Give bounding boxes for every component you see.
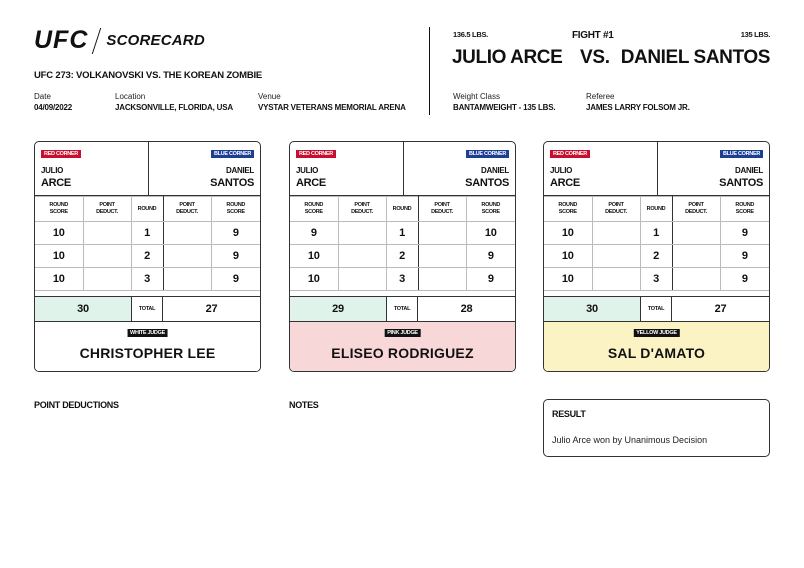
- red-point-deduct-header: POINT DEDUCT.: [338, 197, 386, 222]
- blue-corner-badge: BLUE CORNER: [211, 150, 254, 158]
- round-number: 3: [640, 268, 672, 291]
- blue-round-score: 9: [466, 245, 515, 268]
- result-title: RESULT: [552, 409, 586, 419]
- judge-scorecard-3: [543, 141, 770, 372]
- judge-title-badge: WHITE JUDGE: [127, 329, 168, 337]
- table-header-row: [544, 197, 769, 222]
- total-row: [544, 296, 769, 322]
- red-total-score: 29: [290, 297, 386, 321]
- table-row: [35, 245, 260, 268]
- blue-point-deduct: [418, 245, 466, 268]
- blue-fighter-name: DANIEL SANTOS: [620, 47, 770, 68]
- blue-first-name: DANIEL: [226, 166, 254, 175]
- blue-round-score: 10: [466, 222, 515, 245]
- red-corner-badge: RED CORNER: [41, 150, 81, 158]
- total-label: TOTAL: [640, 297, 672, 321]
- table-header-row: [290, 197, 515, 222]
- red-round-score-header: ROUND SCORE: [544, 197, 592, 222]
- blue-first-name: DANIEL: [481, 166, 509, 175]
- judge-scorecard-2: [289, 141, 516, 372]
- blue-last-name: SANTOS: [210, 177, 254, 189]
- blue-point-deduct: [163, 222, 211, 245]
- red-point-deduct: [83, 222, 131, 245]
- judge-name: SAL D'AMATO: [607, 345, 706, 361]
- blue-round-score: 9: [720, 245, 769, 268]
- red-first-name: JULIO: [550, 166, 573, 175]
- blue-weight: 135 LBS.: [740, 30, 770, 39]
- total-row: [290, 296, 515, 322]
- judge-scorecard-1: [34, 141, 261, 372]
- judge-footer: [35, 322, 260, 372]
- red-point-deduct: [338, 222, 386, 245]
- event-name: UFC 273: VOLKANOVSKI VS. THE KOREAN ZOMBIE: [34, 70, 263, 81]
- weight-class-value: BANTAMWEIGHT - 135 LBS.: [453, 103, 556, 112]
- blue-point-deduct: [163, 245, 211, 268]
- weight-class-label: Weight Class: [453, 92, 500, 101]
- red-corner-badge: RED CORNER: [550, 150, 590, 158]
- blue-first-name: DANIEL: [735, 166, 763, 175]
- point-deductions-title: POINT DEDUCTIONS: [34, 400, 119, 410]
- red-round-score: 10: [35, 268, 83, 291]
- red-round-score: 10: [35, 222, 83, 245]
- table-row: [35, 222, 260, 245]
- blue-last-name: SANTOS: [719, 177, 763, 189]
- red-point-deduct-header: POINT DEDUCT.: [592, 197, 640, 222]
- notes-title: NOTES: [289, 400, 319, 410]
- result-box: [543, 399, 770, 457]
- red-total-score: 30: [544, 297, 640, 321]
- red-point-deduct: [592, 268, 640, 291]
- blue-point-deduct-header: POINT DEDUCT.: [672, 197, 720, 222]
- result-text: Julio Arce won by Unanimous Decision: [552, 435, 708, 445]
- red-round-score-header: ROUND SCORE: [35, 197, 83, 222]
- table-row: [35, 268, 260, 291]
- blue-total-score: 27: [205, 303, 218, 315]
- blue-point-deduct: [163, 268, 211, 291]
- location-value: JACKSONVILLE, FLORIDA, USA: [115, 103, 233, 112]
- judge-footer: [290, 322, 515, 372]
- red-round-score: 10: [290, 245, 338, 268]
- corner-divider: [403, 142, 404, 196]
- table-row: [290, 268, 515, 291]
- red-round-score-header: ROUND SCORE: [290, 197, 338, 222]
- red-total-score: 30: [35, 297, 131, 321]
- red-last-name: ARCE: [550, 177, 580, 189]
- round-header: ROUND: [131, 197, 163, 222]
- judge-title-badge: YELLOW JUDGE: [633, 329, 679, 337]
- blue-point-deduct: [418, 268, 466, 291]
- round-number: 1: [640, 222, 672, 245]
- judge-title-badge: PINK JUDGE: [384, 329, 421, 337]
- red-corner-badge: RED CORNER: [296, 150, 336, 158]
- blue-round-score: 9: [720, 222, 769, 245]
- ufc-logo: [34, 26, 205, 55]
- blue-round-score-header: ROUND SCORE: [720, 197, 769, 222]
- doc-title: SCORECARD: [106, 32, 205, 49]
- venue-value: VYSTAR VETERANS MEMORIAL ARENA: [258, 103, 406, 112]
- judge-name: CHRISTOPHER LEE: [79, 345, 216, 361]
- red-round-score: 10: [544, 222, 592, 245]
- vs-label: VS.: [580, 47, 610, 68]
- red-point-deduct-header: POINT DEDUCT.: [83, 197, 131, 222]
- round-number: 2: [640, 245, 672, 268]
- card-header: [35, 142, 260, 196]
- logo-slash-divider: [92, 28, 101, 54]
- blue-round-score: 9: [211, 268, 260, 291]
- round-number: 2: [386, 245, 418, 268]
- corner-divider: [657, 142, 658, 196]
- red-point-deduct: [592, 222, 640, 245]
- location-label: Location: [115, 92, 146, 101]
- blue-last-name: SANTOS: [465, 177, 509, 189]
- red-round-score: 10: [544, 245, 592, 268]
- red-weight: 136.5 LBS.: [453, 30, 488, 39]
- total-row: [35, 296, 260, 322]
- venue-label: Venue: [258, 92, 281, 101]
- blue-corner-badge: BLUE CORNER: [466, 150, 509, 158]
- round-header: ROUND: [640, 197, 672, 222]
- red-round-score: 9: [290, 222, 338, 245]
- round-scores-table: [544, 196, 769, 291]
- red-fighter-name: JULIO ARCE: [452, 47, 563, 68]
- red-point-deduct: [83, 268, 131, 291]
- fight-number: FIGHT #1: [572, 30, 614, 41]
- blue-round-score-header: ROUND SCORE: [466, 197, 515, 222]
- round-header: ROUND: [386, 197, 418, 222]
- table-row: [544, 245, 769, 268]
- header-divider: [429, 27, 430, 115]
- blue-point-deduct: [672, 268, 720, 291]
- round-scores-table: [290, 196, 515, 291]
- round-number: 3: [131, 268, 163, 291]
- corner-divider: [148, 142, 149, 196]
- table-header-row: [35, 197, 260, 222]
- date-value: 04/09/2022: [34, 103, 73, 112]
- red-first-name: JULIO: [41, 166, 64, 175]
- round-number: 1: [131, 222, 163, 245]
- red-round-score: 10: [290, 268, 338, 291]
- referee-label: Referee: [586, 92, 615, 101]
- blue-round-score: 9: [211, 245, 260, 268]
- round-scores-table: [35, 196, 260, 291]
- table-row: [290, 245, 515, 268]
- blue-total-score: 27: [714, 303, 727, 315]
- blue-point-deduct-header: POINT DEDUCT.: [418, 197, 466, 222]
- total-label: TOTAL: [131, 297, 163, 321]
- table-row: [544, 268, 769, 291]
- blue-round-score-header: ROUND SCORE: [211, 197, 260, 222]
- blue-point-deduct: [672, 222, 720, 245]
- blue-corner-badge: BLUE CORNER: [720, 150, 763, 158]
- red-last-name: ARCE: [296, 177, 326, 189]
- red-last-name: ARCE: [41, 177, 71, 189]
- date-label: Date: [34, 92, 51, 101]
- blue-point-deduct-header: POINT DEDUCT.: [163, 197, 211, 222]
- round-number: 1: [386, 222, 418, 245]
- referee-value: JAMES LARRY FOLSOM JR.: [586, 103, 690, 112]
- red-point-deduct: [338, 268, 386, 291]
- judge-name: ELISEO RODRIGUEZ: [331, 345, 474, 361]
- round-number: 2: [131, 245, 163, 268]
- red-point-deduct: [338, 245, 386, 268]
- blue-round-score: 9: [466, 268, 515, 291]
- red-point-deduct: [83, 245, 131, 268]
- blue-point-deduct: [672, 245, 720, 268]
- red-round-score: 10: [544, 268, 592, 291]
- blue-round-score: 9: [211, 222, 260, 245]
- blue-round-score: 9: [720, 268, 769, 291]
- card-header: [290, 142, 515, 196]
- red-point-deduct: [592, 245, 640, 268]
- red-round-score: 10: [35, 245, 83, 268]
- total-label: TOTAL: [386, 297, 418, 321]
- card-header: [544, 142, 769, 196]
- judge-footer: [544, 322, 769, 372]
- blue-total-score: 28: [460, 303, 473, 315]
- red-first-name: JULIO: [296, 166, 319, 175]
- round-number: 3: [386, 268, 418, 291]
- blue-point-deduct: [418, 222, 466, 245]
- table-row: [290, 222, 515, 245]
- ufc-logo-mark: UFC: [34, 26, 89, 54]
- table-row: [544, 222, 769, 245]
